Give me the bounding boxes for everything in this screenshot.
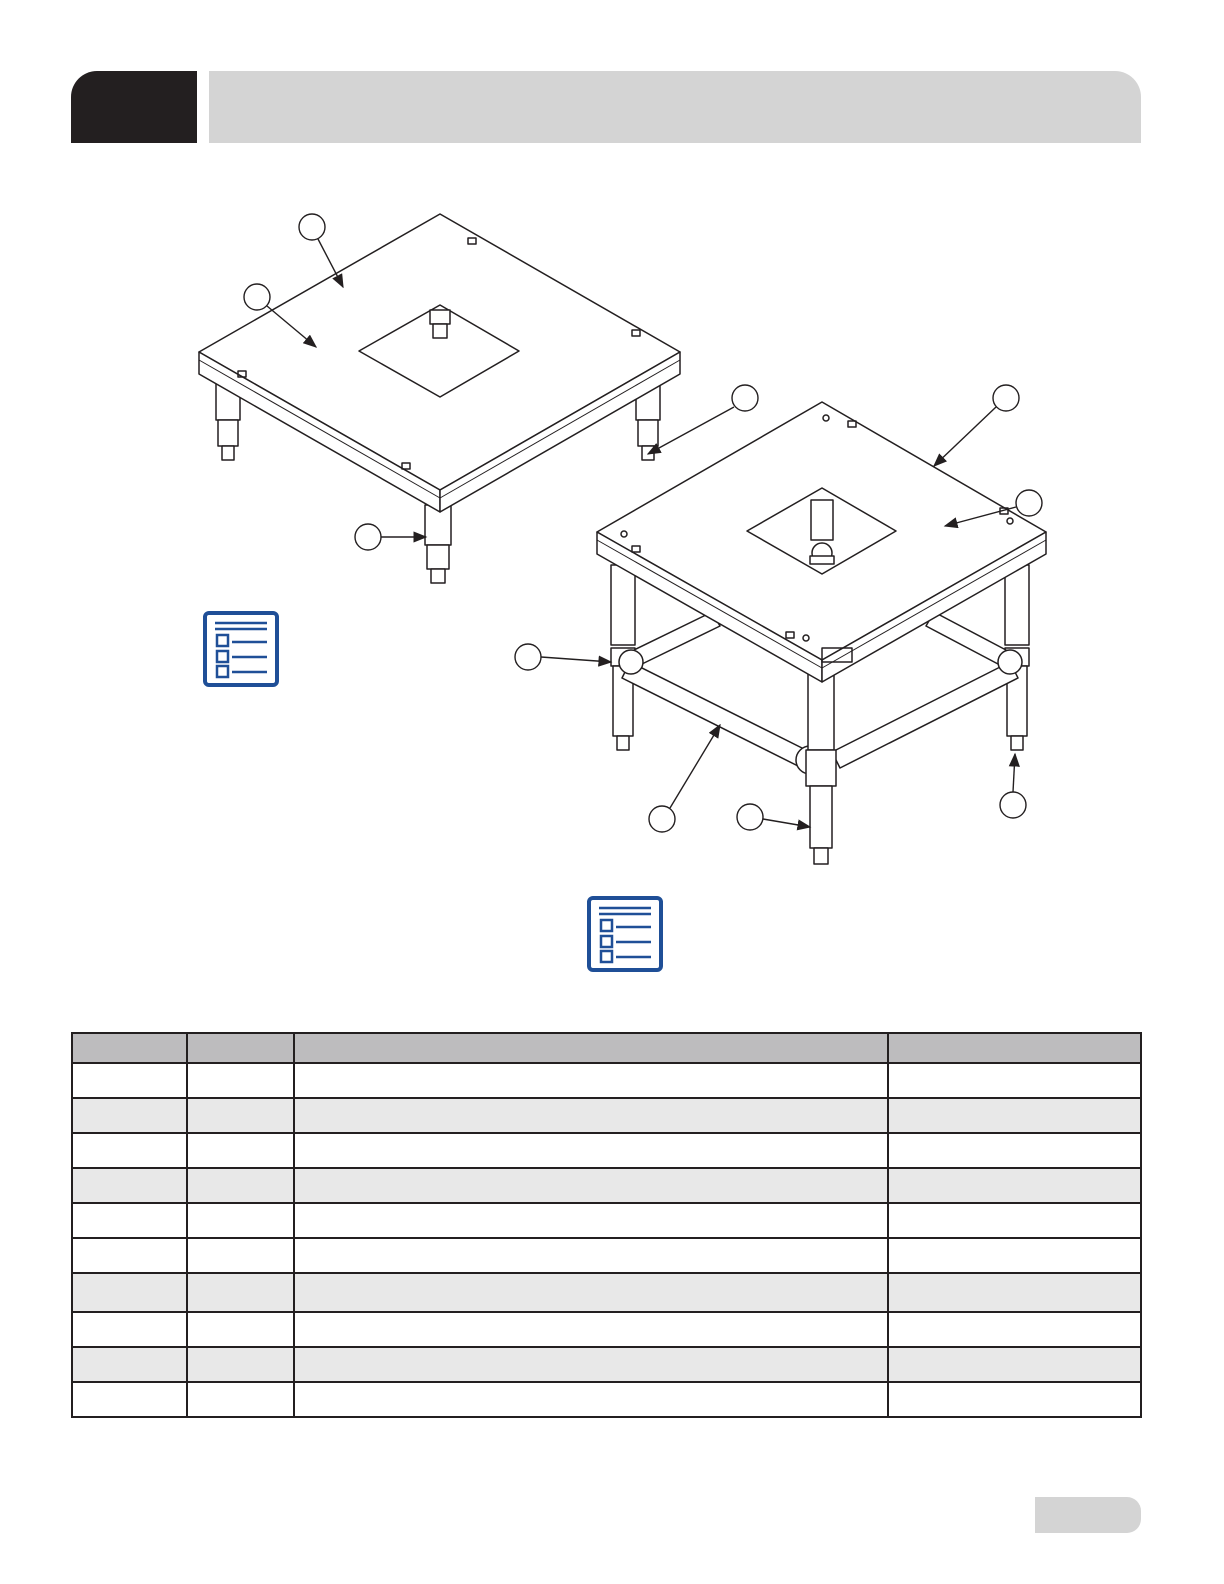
table-row	[72, 1168, 1141, 1203]
table-cell	[294, 1168, 888, 1203]
table-cell	[187, 1168, 294, 1203]
table-cell	[72, 1273, 187, 1312]
table-cell	[187, 1382, 294, 1417]
parts-table	[71, 1032, 1142, 1418]
table-cell	[187, 1133, 294, 1168]
column-header	[888, 1033, 1141, 1063]
callout-8	[649, 725, 720, 832]
table-cell	[187, 1098, 294, 1133]
table-cell	[187, 1238, 294, 1273]
top-surface	[199, 214, 680, 490]
table-row	[72, 1098, 1141, 1133]
table-cell	[187, 1203, 294, 1238]
callout-10	[1000, 754, 1026, 818]
table-row	[72, 1063, 1141, 1098]
table-cell	[888, 1063, 1141, 1098]
table-cell	[294, 1098, 888, 1133]
table-cell	[888, 1203, 1141, 1238]
table-cell	[72, 1312, 187, 1347]
table-cell	[294, 1312, 888, 1347]
page-number-tab	[1035, 1497, 1141, 1533]
center-foot	[430, 310, 450, 338]
table-cell	[294, 1238, 888, 1273]
table-header-row	[72, 1033, 1141, 1063]
parts-list-icon	[203, 611, 279, 687]
table-cell	[72, 1238, 187, 1273]
column-header	[187, 1033, 294, 1063]
callout-4	[648, 385, 758, 454]
callout-3	[355, 524, 426, 550]
callout-5	[934, 385, 1019, 466]
table-cell	[294, 1133, 888, 1168]
table-cell	[72, 1063, 187, 1098]
table-cell	[72, 1168, 187, 1203]
table-cell	[888, 1133, 1141, 1168]
table-cell	[294, 1063, 888, 1098]
table-cell	[294, 1347, 888, 1382]
table-row	[72, 1312, 1141, 1347]
column-header	[72, 1033, 187, 1063]
table-cell	[187, 1273, 294, 1312]
table-cell	[72, 1382, 187, 1417]
table-cell	[294, 1382, 888, 1417]
table-cell	[72, 1203, 187, 1238]
table-row	[72, 1382, 1141, 1417]
table-row	[72, 1238, 1141, 1273]
table-cell	[888, 1098, 1141, 1133]
column-header	[294, 1033, 888, 1063]
leg-front	[425, 505, 451, 583]
callout-9	[737, 804, 810, 830]
table-cell	[888, 1382, 1141, 1417]
table-cell	[72, 1098, 187, 1133]
table-cell	[187, 1063, 294, 1098]
table-cell	[888, 1312, 1141, 1347]
parts-list-icon	[587, 896, 663, 972]
table-cell	[888, 1347, 1141, 1382]
table-row	[72, 1347, 1141, 1382]
table-cell	[187, 1347, 294, 1382]
table-cell	[888, 1168, 1141, 1203]
table-cell	[888, 1273, 1141, 1312]
table-cell	[187, 1312, 294, 1347]
table-cell	[294, 1273, 888, 1312]
table-row	[72, 1133, 1141, 1168]
table-cell	[72, 1133, 187, 1168]
table-row	[72, 1273, 1141, 1312]
table-cell	[72, 1347, 187, 1382]
table-cell	[888, 1238, 1141, 1273]
callout-7	[515, 644, 611, 670]
table-cell	[294, 1203, 888, 1238]
stand-tall-drawing	[597, 402, 1046, 864]
table-row	[72, 1203, 1141, 1238]
leg-front-tall	[806, 670, 836, 864]
